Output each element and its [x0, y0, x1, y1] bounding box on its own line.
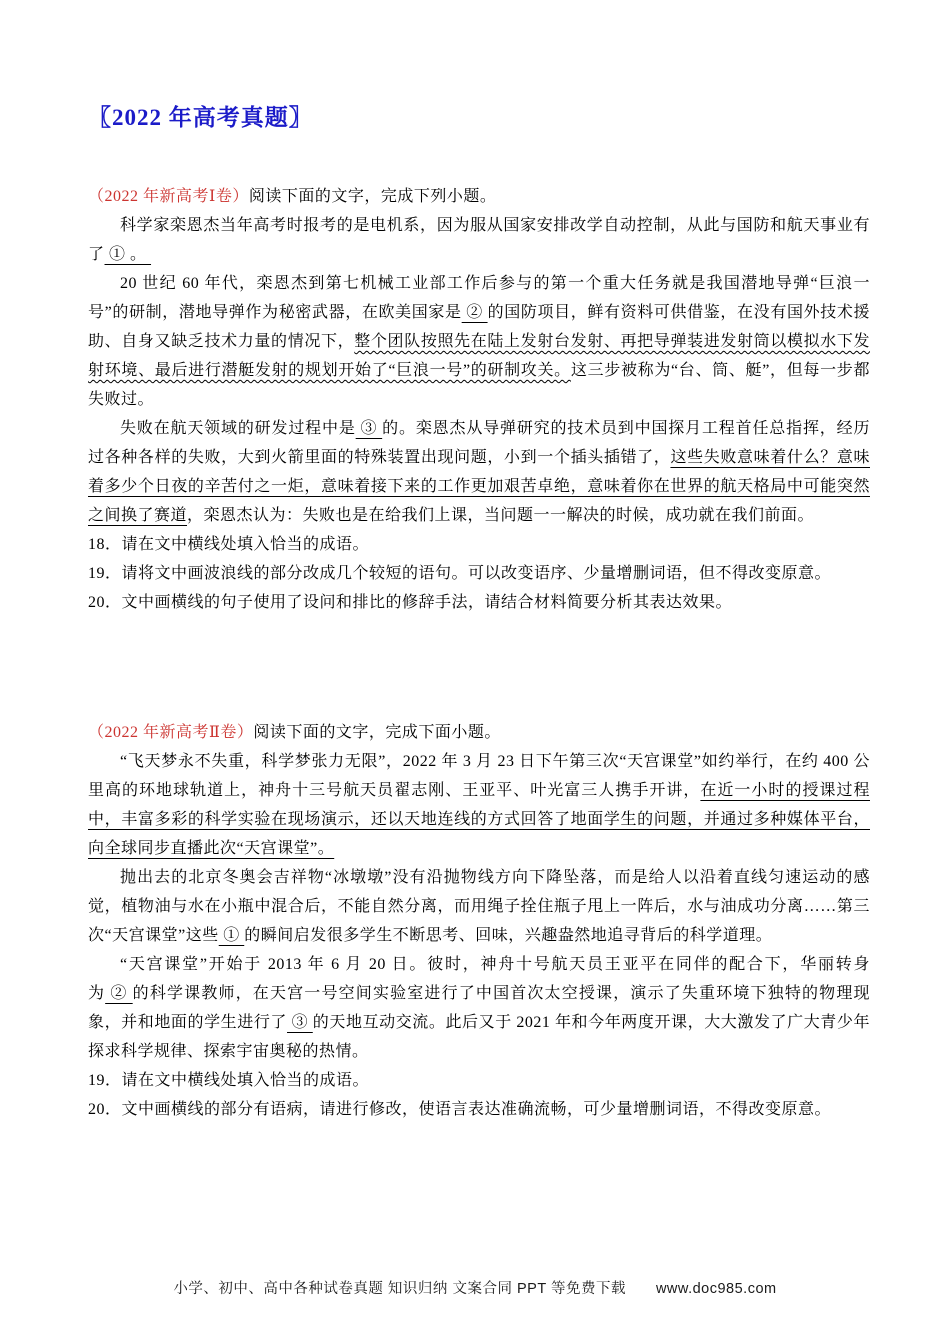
- passage-text: “天宫课堂”开始于 2013 年 6 月 20 日。彼时，神舟十号航天员王亚平在同伴的配合下，华丽转身为: [88, 956, 870, 1002]
- passage-text: 失败在航天领域的研发过程中是: [120, 420, 356, 437]
- passage-paragraph: [88, 211, 870, 269]
- section-2-header: [88, 718, 870, 747]
- passage-paragraph: [88, 950, 870, 1066]
- passage-text: 科学家栾恩杰当年高考时报考的是电机系，因为服从国家安排改学自动控制，从此与国防和航天事业有了: [88, 217, 870, 263]
- section-1-header: [88, 182, 870, 211]
- blank-2: ②: [461, 304, 488, 321]
- passage-paragraph: [88, 414, 870, 530]
- passage-paragraph: [88, 269, 870, 414]
- blank-2: ②: [105, 985, 133, 1002]
- exam-source-label: （2022 年新高考Ⅰ卷）: [88, 188, 249, 205]
- footer-promo-text: 小学、初中、高中各种试卷真题 知识归纳 文案合同 PPT 等免费下载: [173, 1281, 626, 1297]
- question-19: 19．请在文中横线处填入恰当的成语。: [88, 1072, 370, 1089]
- passage-text: 的。栾恩杰从导弹研究的技术员到中国探月工程首任总指挥，经历过各种各样的失败，大到火箭里面的特殊装置出现问题，小到一个插头插错了，: [88, 420, 870, 466]
- page-footer: [0, 1277, 950, 1298]
- document-title: 〖2022 年高考真题〗: [88, 105, 313, 130]
- passage-text: 的天地互动交流。此后又于 2021 年和今年两度开课，大大激发了广大青少年探求科学规律、探索宇宙奥秘的热情。: [88, 1014, 870, 1060]
- exam-section-1: [88, 182, 870, 617]
- passage-paragraph: [88, 747, 870, 863]
- passage-text: 20 世纪 60 年代，栾恩杰到第七机械工业部工作后参与的第一个重大任务就是我国潜地导弹“巨浪一号”的研制，潜地导弹作为秘密武器，在欧美国家是: [88, 275, 870, 321]
- underlined-text: 在近一小时的授课过程中，丰富多彩的科学实验在现场演示，还以天地连线的方式回答了地面学生的问题，并通过多种媒体平台，向全球同步直播此次“天宫课堂”。: [88, 782, 870, 857]
- question-18: 18．请在文中横线处填入恰当的成语。: [88, 536, 370, 553]
- blank-3: ③: [355, 420, 383, 437]
- exam-section-2: [88, 718, 870, 1124]
- exam-source-label: （2022 年新高考Ⅱ卷）: [88, 724, 254, 741]
- underlined-text: 这些失败意味着什么？意味着多少个日夜的辛苦付之一炬，意味着接下来的工作更加艰苦卓绝，意味着你在世界的航天格局中可能突然之间换了赛道: [88, 449, 870, 524]
- blank-1: ① 。: [104, 246, 152, 263]
- footer-site-url: www.doc985.com: [655, 1281, 777, 1297]
- passage-text: “飞天梦永不失重，科学梦张力无限”，2022 年 3 月 23 日下午第三次“天宫课堂”如约举行，在约 400 公里高的环地球轨道上，神舟十三号航天员翟志刚、王亚平、叶光富三人携手开讲，: [88, 753, 870, 799]
- passage-text: ，栾恩杰认为：失败也是在给我们上课，当问题一一解决的时候，成功就在我们前面。: [187, 507, 815, 524]
- question-20: 20．文中画横线的部分有语病，请进行修改，使语言表达准确流畅，可少量增删词语，不得改变原意。: [88, 1101, 832, 1118]
- passage-text: 这三步被称为“台、筒、艇”，但每一步都失败过。: [88, 362, 870, 408]
- passage-paragraph: [88, 863, 870, 950]
- header-instruction: 阅读下面的文字，完成下面小题。: [253, 724, 501, 741]
- wavy-underlined-text: 整个团队按照先在陆上发射台发射、再把导弹装进发射筒以模拟水下发射环境、最后进行潜艇发射的规划开始了“巨浪一号”的研制攻关。: [88, 333, 870, 379]
- passage-text: 的国防项目，鲜有资料可供借鉴，在没有国外技术援助、自身又缺乏技术力量的情况下，: [88, 304, 870, 350]
- blank-1: ①: [218, 927, 245, 944]
- passage-text: 的科学课教师，在天宫一号空间实验室进行了中国首次太空授课，演示了失重环境下独特的物理现象，并和地面的学生进行了: [88, 985, 870, 1031]
- question-20: 20．文中画横线的句子使用了设问和排比的修辞手法，请结合材料简要分析其表达效果。: [88, 594, 733, 611]
- question-19: 19．请将文中画波浪线的部分改成几个较短的语句。可以改变语序、少量增删词语，但不得改变原意。: [88, 565, 832, 582]
- header-instruction: 阅读下面的文字，完成下列小题。: [248, 188, 497, 205]
- passage-text: 的瞬间启发很多学生不断思考、回味，兴趣盎然地追寻背后的科学道理。: [244, 927, 773, 944]
- passage-text: 抛出去的北京冬奥会吉祥物“冰墩墩”没有沿抛物线方向下降坠落，而是给人以沿着直线匀速运动的感觉，植物油与水在小瓶中混合后，不能自然分离，而用绳子拴住瓶子甩上一阵后，水与油成功分离……第三次“天宫课堂”这些: [88, 869, 870, 944]
- blank-3: ③: [287, 1014, 313, 1031]
